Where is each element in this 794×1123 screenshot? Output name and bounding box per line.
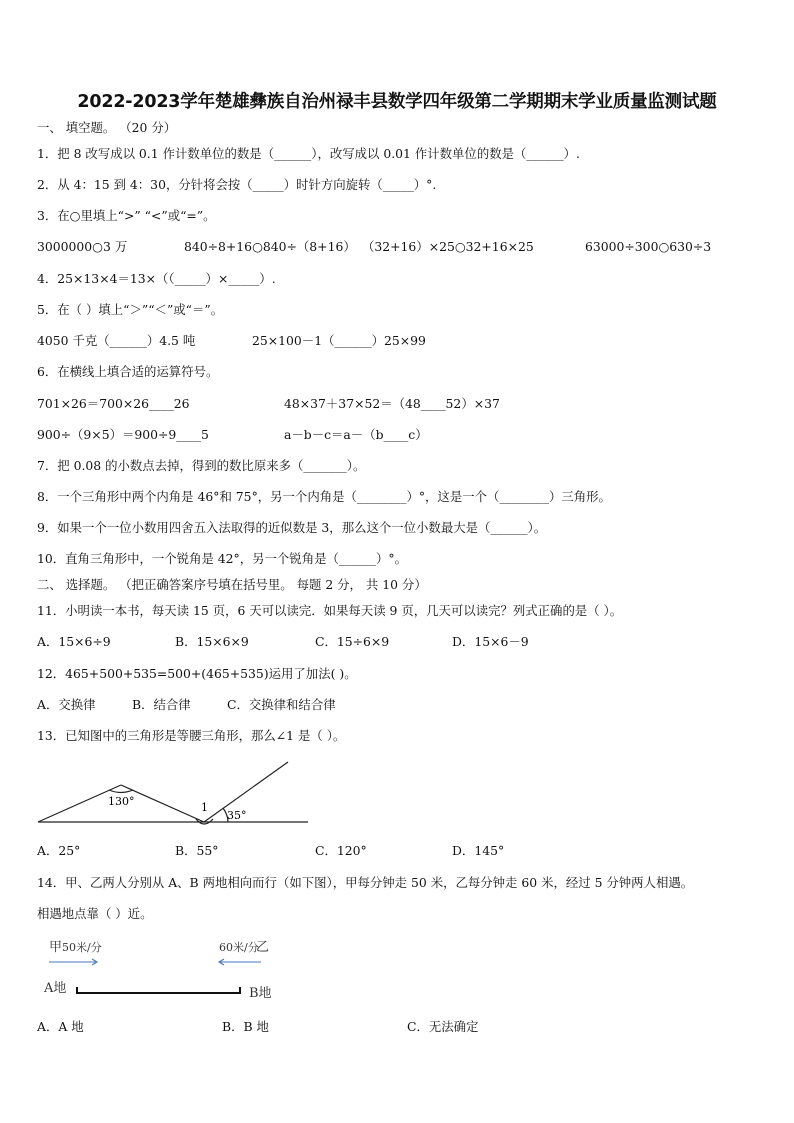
- question-11-option: C．15÷6×9: [315, 634, 390, 649]
- yi-speed-label: 60米/分: [219, 941, 259, 954]
- question-5: 5．在（ ）填上“＞”“＜”或“＝”。: [37, 302, 224, 317]
- question-12: 12．465+500+535=500+(465+535)运用了加法( )。: [37, 666, 357, 681]
- angle-1-label: 1: [201, 801, 208, 814]
- jia-speed-label: 50米/分: [62, 941, 102, 954]
- question-13-option: D．145°: [452, 843, 505, 858]
- page-title: 2022-2023学年楚雄彝族自治州禄丰县数学四年级第二学期期末学业质量监测试题: [77, 92, 717, 112]
- question-9: 9．如果一个一位小数用四舍五入法取得的近似数是 3，那么这个一位小数最大是（______）。: [37, 520, 547, 535]
- yi-label: 乙: [256, 940, 270, 955]
- question-5-item: 4050 千克（______）4.5 吨: [37, 333, 196, 348]
- question-6-item: 900÷（9×5）＝900÷9____5: [37, 427, 209, 442]
- question-14-option: B．B 地: [222, 1019, 269, 1034]
- angle-130-label: 130°: [108, 795, 135, 808]
- question-13-option: A．25°: [37, 843, 81, 858]
- question-3: 3．在○里填上“>” “<”或“=”。: [37, 208, 216, 223]
- question-12-option: C．交换律和结合律: [227, 697, 336, 712]
- question-12-option: A．交换律: [37, 697, 96, 712]
- section-1-heading: 一、 填空题。 （20 分）: [37, 120, 177, 135]
- jia-label: 甲: [49, 940, 63, 955]
- walking-figure: [35, 932, 295, 1007]
- triangle-figure: [30, 755, 320, 830]
- section-2-heading: 二、 选择题。 （把正确答案序号填在括号里。 每题 2 分， 共 10 分）: [37, 577, 427, 592]
- question-14-option: A．A 地: [37, 1019, 84, 1034]
- question-11-option: D．15×6－9: [452, 634, 529, 649]
- b-place-label: B地: [249, 986, 272, 1001]
- question-3-item: 63000÷300○630÷3: [585, 239, 712, 254]
- question-13: 13．已知图中的三角形是等腰三角形，那么∠1 是（ ）。: [37, 728, 346, 743]
- question-12-option: B．结合律: [132, 697, 191, 712]
- question-1: 1．把 8 改写成以 0.1 作计数单位的数是（______），改写成以 0.01 作计数单位的数是（______）.: [37, 146, 580, 161]
- question-14-line-1: 14．甲、乙两人分别从 A、B 两地相向而行（如下图），甲每分钟走 50 米，乙每分钟走 60 米，经过 5 分钟两人相遇。: [37, 875, 694, 890]
- question-13-option: C．120°: [315, 843, 367, 858]
- question-6-item: a－b－c＝a－（b____c）: [284, 427, 428, 442]
- question-3-item: 840÷8+16○840÷（8+16）: [184, 239, 356, 254]
- question-7: 7．把 0.08 的小数点去掉，得到的数比原来多（_______）。: [37, 458, 366, 473]
- angle-35-label: 35°: [227, 809, 247, 822]
- question-10: 10．直角三角形中，一个锐角是 42°，另一个锐角是（______）°。: [37, 551, 408, 566]
- question-8: 8．一个三角形中两个内角是 46°和 75°，另一个内角是（________）°，这是一个（________）三角形。: [37, 489, 611, 504]
- question-11-option: A．15×6÷9: [37, 634, 111, 649]
- question-4: 4．25×13×4＝13×（（_____）×_____）.: [37, 271, 276, 286]
- question-5-item: 25×100－1（______）25×99: [252, 333, 426, 348]
- question-11-option: B．15×6×9: [175, 634, 249, 649]
- question-6-item: 701×26＝700×26____26: [37, 396, 190, 411]
- question-14-line-2: 相遇地点靠（ ）近。: [37, 906, 153, 921]
- question-14-option: C．无法确定: [407, 1019, 479, 1034]
- question-2: 2．从 4：15 到 4：30，分针将会按（_____）时针方向旋转（_____）°.: [37, 177, 437, 192]
- question-3-item: 3000000○3 万: [37, 239, 128, 254]
- question-3-item: （32+16）×25○32+16×25: [362, 239, 534, 254]
- question-11: 11．小明读一本书，每天读 15 页，6 天可以读完．如果每天读 9 页，几天可以读完？列式正确的是（ ）。: [37, 603, 623, 618]
- a-place-label: A地: [44, 981, 67, 996]
- question-13-option: B．55°: [175, 843, 219, 858]
- question-6-item: 48×37＋37×52＝（48____52）×37: [284, 396, 500, 411]
- question-6: 6．在横线上填合适的运算符号。: [37, 364, 219, 379]
